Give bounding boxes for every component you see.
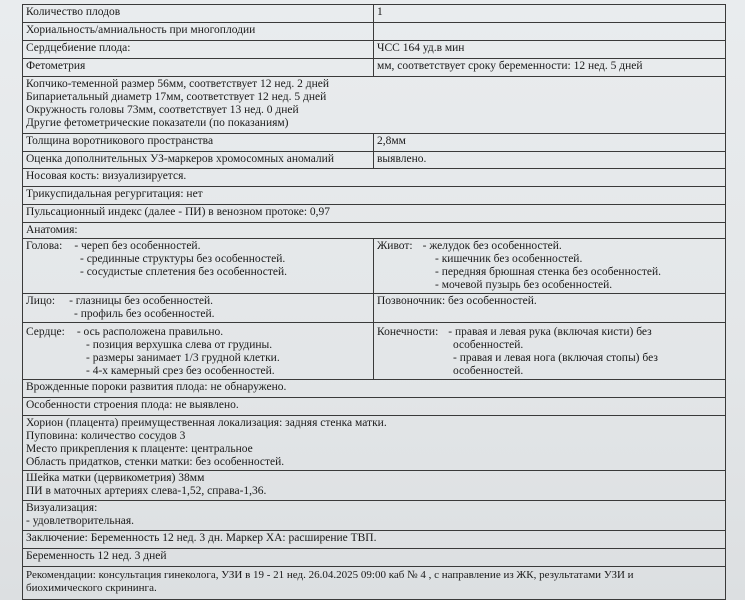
chorionicity-label: Хориальность/амниальность при многоплодии bbox=[26, 24, 256, 36]
heartbeat-label: Сердцебиение плода: bbox=[26, 42, 131, 54]
row-chorion bbox=[22, 415, 726, 471]
row-conclusion bbox=[22, 530, 726, 549]
measure-bpd: Бипариетальный диаметр 17мм, соответствует 12 нед. 5 дней bbox=[26, 91, 327, 103]
spine-label: Позвоночник: без особенностей. bbox=[377, 295, 537, 307]
row-cervix bbox=[22, 470, 726, 501]
pregnancy-text: Беременность 12 нед. 3 дней bbox=[26, 550, 167, 562]
abdomen-item: - желудок без особенностей. bbox=[422, 240, 562, 252]
heart-section bbox=[23, 323, 373, 379]
row-pregnancy bbox=[22, 548, 726, 567]
abdomen-item: - передняя брюшная стенка без особенностей. bbox=[435, 266, 662, 278]
row-defects bbox=[22, 379, 726, 398]
fetus-count-label: Количество плодов bbox=[26, 6, 121, 18]
limbs-item: особенностей. bbox=[453, 365, 524, 377]
tricuspid-label: Трикуспидальная регургитация: нет bbox=[26, 188, 203, 200]
row-heartbeat bbox=[22, 40, 726, 59]
heart-item: - позиция верхушка слева от грудины. bbox=[86, 339, 273, 351]
row-fetometry bbox=[22, 58, 726, 77]
nuchal-label: Толщина воротникового пространства bbox=[26, 135, 214, 147]
measure-hc: Окружность головы 73мм, соответствует 13 нед. 0 дней bbox=[26, 104, 299, 116]
heartbeat-value: ЧСС 164 уд.в мин bbox=[377, 42, 465, 54]
heart-item: - 4-х камерный срез без особенностей. bbox=[86, 365, 275, 377]
chorion-line: Область придатков, стенки матки: без особенностей. bbox=[26, 456, 285, 468]
measure-other: Другие фетометрические показатели (по показаниям) bbox=[26, 117, 289, 129]
heart-item: - ось расположена правильно. bbox=[76, 326, 224, 338]
row-fetus-count bbox=[22, 4, 726, 23]
row-heart-limbs bbox=[22, 322, 726, 380]
chorion-line: Хорион (плацента) преимущественная локализация: задняя стенка матки. bbox=[26, 417, 387, 429]
row-nasal bbox=[22, 168, 726, 187]
face-item: - профиль без особенностей. bbox=[74, 308, 215, 320]
row-tricuspid bbox=[22, 186, 726, 205]
measure-crl: Копчико-теменной размер 56мм, соответствует 12 нед. 2 дней bbox=[26, 78, 330, 90]
head-label: Голова: bbox=[26, 240, 63, 252]
row-pulsatility bbox=[22, 204, 726, 223]
face-section bbox=[23, 294, 373, 322]
head-item: - череп без особенностей. bbox=[74, 240, 201, 252]
abdomen-item: - мочевой пузырь без особенностей. bbox=[435, 279, 613, 291]
row-structure bbox=[22, 397, 726, 416]
row-markers bbox=[22, 151, 726, 169]
cervix-line: ПИ в маточных артериях слева-1,52, справа-1,36. bbox=[26, 485, 267, 497]
nuchal-value: 2,8мм bbox=[377, 135, 406, 147]
heart-label: Сердце: bbox=[26, 326, 65, 338]
limbs-section bbox=[374, 323, 724, 379]
recommendations-line: биохимического скрининга. bbox=[26, 582, 157, 594]
heart-item: - размеры занимает 1/3 грудной клетки. bbox=[86, 352, 280, 364]
row-nuchal bbox=[22, 133, 726, 152]
head-item: - срединные структуры без особенностей. bbox=[80, 253, 286, 265]
row-fetometry-measures bbox=[22, 76, 726, 134]
row-face-spine bbox=[22, 293, 726, 323]
row-head-abdomen bbox=[22, 238, 726, 294]
recommendations-line: Рекомендации: консультация гинеколога, УЗИ в 19 - 21 нед. 26.04.2025 09:00 каб № 4 , с направление из ЖК, результатами УЗИ и bbox=[26, 569, 634, 581]
cervix-line: Шейка матки (цервикометрия) 38мм bbox=[26, 472, 205, 484]
limbs-item: - правая и левая нога (включая стопы) без bbox=[453, 352, 658, 364]
pulsatility-label: Пульсационный индекс (далее - ПИ) в венозном протоке: 0,97 bbox=[26, 206, 331, 218]
visualization-line: Визуализация: bbox=[26, 502, 98, 514]
abdomen-label: Живот: bbox=[377, 240, 413, 252]
row-anatomy bbox=[22, 222, 726, 239]
markers-value: выявлено. bbox=[377, 153, 427, 165]
row-chorionicity bbox=[22, 22, 726, 41]
face-label: Лицо: bbox=[26, 295, 56, 307]
structure-label: Особенности строения плода: не выявлено. bbox=[26, 399, 239, 411]
markers-label: Оценка дополнительных УЗ-маркеров хромосомных аномалий bbox=[26, 153, 334, 165]
chorion-line: Место прикрепления к плаценте: центральное bbox=[26, 443, 253, 455]
fetometry-label: Фетометрия bbox=[26, 60, 86, 72]
conclusion-text: Заключение: Беременность 12 нед. 3 дн. Маркер ХА: расширение ТВП. bbox=[26, 532, 377, 544]
limbs-label: Конечности: bbox=[377, 326, 439, 338]
anatomy-label: Анатомия: bbox=[26, 224, 78, 236]
head-section bbox=[23, 239, 373, 293]
fetus-count-value: 1 bbox=[377, 6, 383, 18]
nasal-label: Носовая кость: визуализируется. bbox=[26, 170, 187, 182]
defects-label: Врожденные пороки развития плода: не обнаружено. bbox=[26, 381, 287, 393]
row-visualization bbox=[22, 500, 726, 531]
limbs-item: - правая и левая рука (включая кисти) без bbox=[448, 326, 652, 338]
fetometry-value: мм, соответствует сроку беременности: 12 нед. 5 дней bbox=[377, 60, 643, 72]
visualization-line: - удовлетворительная. bbox=[26, 515, 135, 527]
row-recommendations bbox=[22, 566, 726, 600]
abdomen-item: - кишечник без особенностей. bbox=[435, 253, 583, 265]
chorion-line: Пуповина: количество сосудов 3 bbox=[26, 430, 186, 442]
head-item: - сосудистые сплетения без особенностей. bbox=[80, 266, 288, 278]
limbs-item: особенностей. bbox=[453, 339, 524, 351]
abdomen-section bbox=[374, 239, 724, 293]
face-item: - глазницы без особенностей. bbox=[69, 295, 214, 307]
